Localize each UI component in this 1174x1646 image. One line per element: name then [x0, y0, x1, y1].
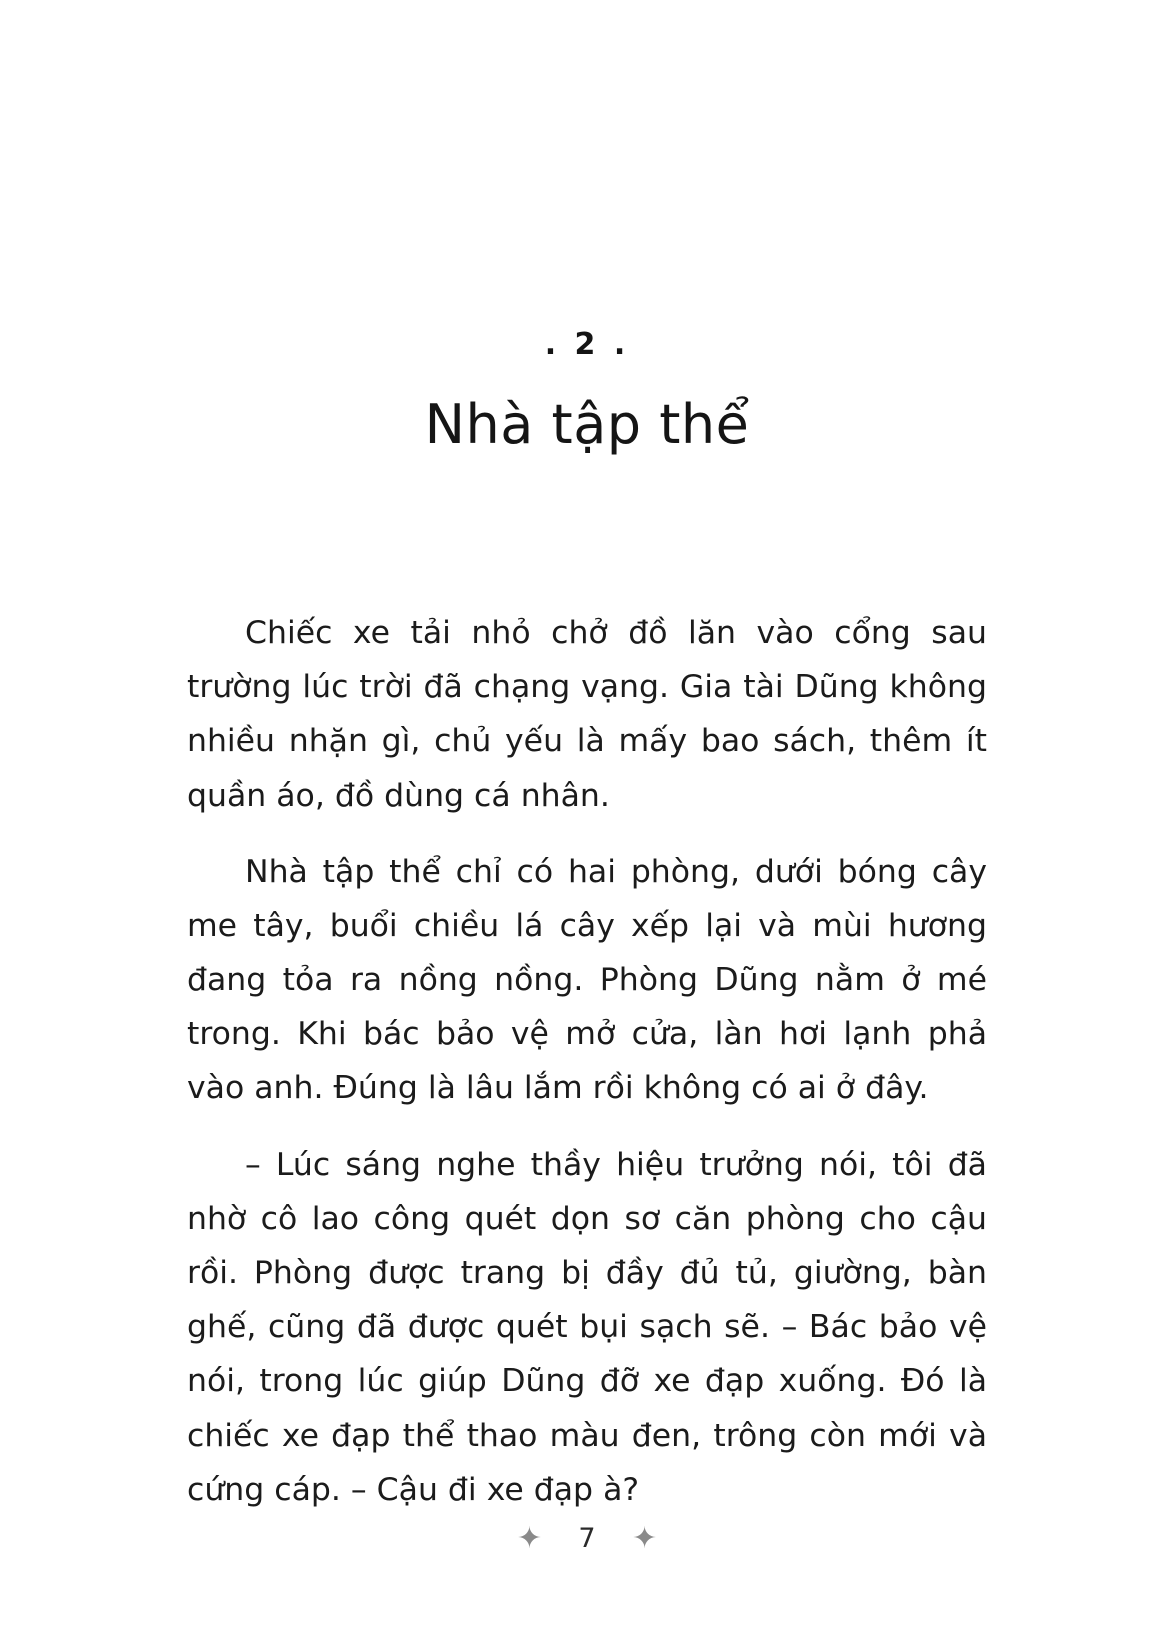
star-icon: ✦	[516, 1520, 542, 1556]
paragraph: Chiếc xe tải nhỏ chở đồ lăn vào cổng sau trường lúc trời đã chạng vạng. Gia tài Dũng không nhiều nhặn gì, chủ yếu là mấy bao sách, thêm ít quần áo, đồ dùng cá nhân.	[187, 615, 987, 814]
chapter-number: . 2 .	[544, 327, 630, 362]
chapter-title: Nhà tập thể	[424, 393, 750, 456]
paragraph: Nhà tập thể chỉ có hai phòng, dưới bóng cây me tây, buổi chiều lá cây xếp lại và mùi hương đang tỏa ra nồng nồng. Phòng Dũng nằm ở mé trong. Khi bác bảo vệ mở cửa, làn hơi lạnh phả vào anh. Đúng là lâu lắm rồi không có ai ở đây.	[187, 853, 987, 1107]
body-text	[187, 606, 987, 1517]
chapter-header	[0, 327, 1174, 456]
page-footer	[0, 1520, 1174, 1556]
paragraph: – Lúc sáng nghe thầy hiệu trưởng nói, tôi đã nhờ cô lao công quét dọn sơ căn phòng cho cậu rồi. Phòng được trang bị đầy đủ tủ, giường, bàn ghế, cũng đã được quét bụi sạch sẽ. – Bác bảo vệ nói, trong lúc giúp Dũng đỡ xe đạp xuống. Đó là chiếc xe đạp thể thao màu đen, trông còn mới và cứng cáp. – Cậu đi xe đạp à?	[187, 1146, 987, 1508]
star-icon: ✦	[632, 1520, 658, 1556]
page-number: 7	[578, 1523, 596, 1554]
